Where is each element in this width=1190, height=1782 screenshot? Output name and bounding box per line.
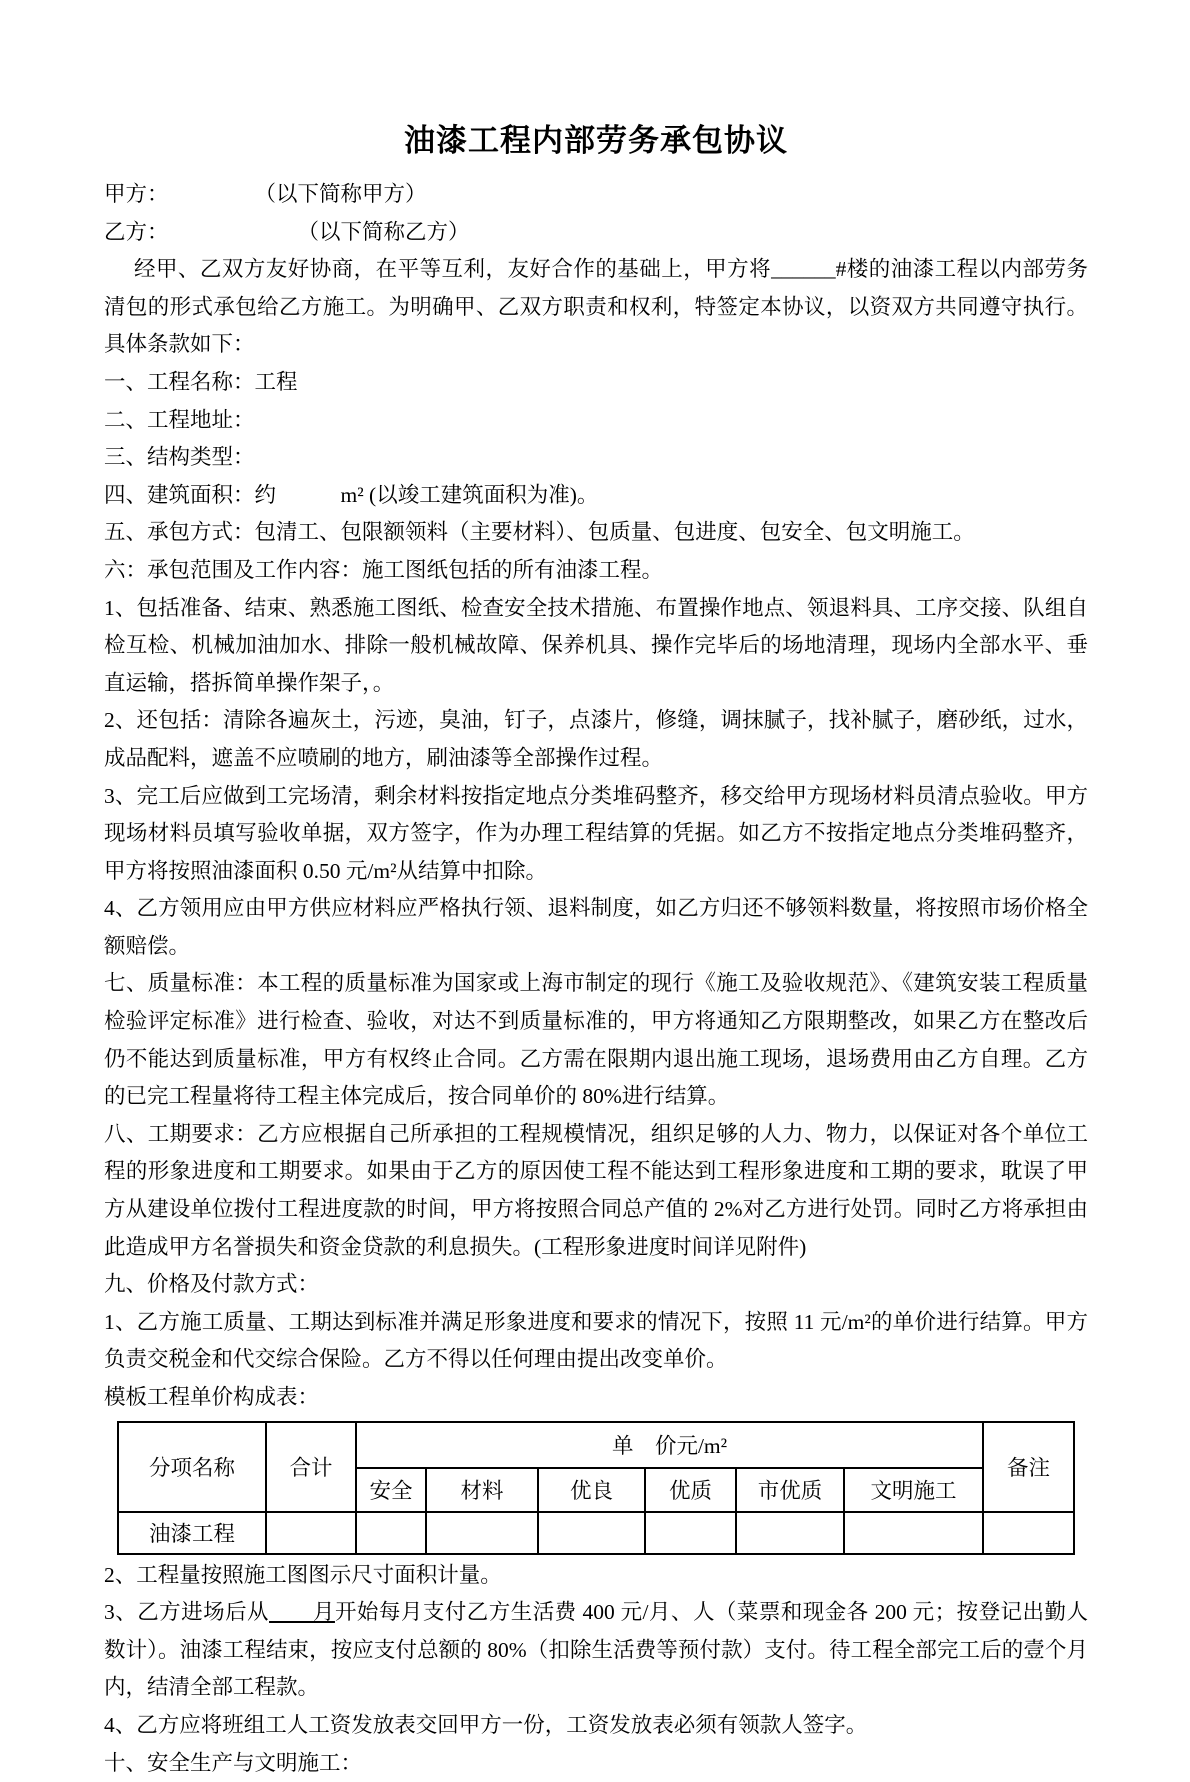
row-material-cell [426,1512,538,1554]
clause-building-area: 四、建筑面积：约 m² (以竣工建筑面积为准)。 [104,482,599,507]
start-month-blank: 月 [269,1600,335,1625]
clause-contract-mode: 五、承包方式：包清工、包限额领料（主要材料）、包质量、包进度、包安全、包文明施工。 [104,520,975,545]
row-city-premium-cell [736,1512,844,1554]
clause-quantity-measurement: 2、工程量按照施工图图示尺寸面积计量。 [104,1562,502,1587]
clause-payment-schedule [104,1594,1088,1707]
price-table-caption: 模板工程单价构成表： [104,1385,320,1409]
clause-payroll-sheet: 4、乙方应将班组工人工资发放表交回甲方一份，工资发放表必须有领款人签字。 [104,1712,868,1737]
clause-structure-type: 三、结构类型： [104,445,255,470]
clause-schedule-requirement: 八、工期要求：乙方应根据自己所承担的工程规模情况，组织足够的人力、物力，以保证对各个单位工程的形象进度和工期要求。如果由于乙方的原因使工程不能达到工程形象进度和工期的要求，耽误了甲方从建设单位拨付工程进度款的时间，甲方将按照合同总产值的 2%对乙方进行处罚。同时乙方将承担由此造成甲方名誉损失和资金贷款的利息损失。(工程形象进度时间详见附件) [104,1121,1088,1259]
row-total-cell [266,1512,356,1554]
row-good-cell [538,1512,645,1554]
clause-price-item-1: 1、乙方施工质量、工期达到标准并满足形象进度和要求的情况下，按照 11 元/m²的单价进行结算。甲方负责交税金和代交综合保险。乙方不得以任何理由提出改变单价。 [104,1309,1088,1372]
subcol-header-good: 优良 [538,1468,645,1512]
col-header-unit-price: 单 价元/m² [356,1422,983,1468]
subcol-header-city-premium: 市优质 [736,1468,844,1512]
col-header-total: 合计 [266,1422,356,1512]
subcol-header-safety: 安全 [356,1468,426,1512]
subcol-header-premium: 优质 [645,1468,736,1512]
clause-scope-item-3: 3、完工后应做到工完场清，剩余材料按指定地点分类堆码整齐，移交给甲方现场材料员清点验收。甲方现场材料员填写验收单据，双方签字，作为办理工程结算的凭据。如乙方不按指定地点分类堆码整齐，甲方将按照油漆面积 0.50 元/m²从结算中扣除。 [104,783,1088,883]
col-header-item-name: 分项名称 [118,1422,266,1512]
row-premium-cell [645,1512,736,1554]
unit-price-table [117,1421,1075,1555]
col-header-remark: 备注 [983,1422,1074,1512]
payment-text-after-blank: 开始每月支付乙方生活费 400 元/月、人（菜票和现金各 200 元；按登记出勤人数计）。油漆工程结束，按应支付总额的 80%（扣除生活费等预付款）支付。待工程全部完工后的壹个月内，结清全部工程款。 [104,1600,1088,1700]
subcol-header-civilized-construction: 文明施工 [844,1468,983,1512]
clause-scope-item-2: 2、还包括：清除各遍灰土，污迹，臭油，钉子，点漆片，修缝，调抹腻子，找补腻子，磨砂纸，过水，成品配料，遮盖不应喷刷的地方，刷油漆等全部操作过程。 [104,708,1088,770]
intro-text-after-blank: #楼的油漆工程以内部劳务清包的形式承包给乙方施工。为明确甲、乙双方职责和权利，特签定本协议，以资双方共同遵守执行。具体条款如下： [104,257,1088,357]
intro-text-before-blank: 经甲、乙双方友好协商，在平等互利，友好合作的基础上，甲方将 [134,257,772,282]
clause-quality-standard: 七、质量标准：本工程的质量标准为国家或上海市制定的现行《施工及验收规范》、《建筑安装工程质量检验评定标准》进行检查、验收，对达不到质量标准的，甲方将通知乙方限期整改，如果乙方在整改后仍不能达到质量标准，甲方有权终止合同。乙方需在限期内退出施工现场，退场费用由乙方自理。乙方的已完工程量将待工程主体完成后，按合同单价的 80%进行结算。 [104,971,1088,1109]
clause-scope-item-1: 1、包括准备、结束、熟悉施工图纸、检查安全技术措施、布置操作地点、领退料具、工序交接、队组自检互检、机械加油加水、排除一般机械故障、保养机具、操作完毕后的场地清理，现场内全部水平、垂直运输，搭拆简单操作架子，。 [104,595,1088,695]
document-title: 油漆工程内部劳务承包协议 [404,123,788,158]
clause-safety-heading: 十、安全生产与文明施工： [104,1750,363,1775]
row-remark-cell [983,1512,1074,1554]
table-row [118,1512,1074,1554]
row-civilized-cell [844,1512,983,1554]
payment-text-before-blank: 3、乙方进场后从 [104,1600,270,1625]
clause-scope-heading: 六：承包范围及工作内容：施工图纸包括的所有油漆工程。 [104,557,664,582]
clause-scope-item-4: 4、乙方领用应由甲方供应材料应严格执行领、退料制度，如乙方归还不够领料数量，将按照市场价格全额赔偿。 [104,896,1088,958]
party-b-line: 乙方： （以下简称乙方） [104,219,470,244]
row-safety-cell [356,1512,426,1554]
building-number-blank: ______ [771,257,836,282]
clause-project-name: 一、工程名称：工程 [104,369,298,394]
subcol-header-material: 材料 [426,1468,538,1512]
row-item-name-cell: 油漆工程 [118,1512,266,1554]
intro-paragraph [104,251,1088,364]
clause-project-address: 二、工程地址： [104,407,255,432]
clause-price-payment-heading: 九、价格及付款方式： [104,1272,320,1297]
party-a-line: 甲方： （以下简称甲方） [104,182,427,206]
